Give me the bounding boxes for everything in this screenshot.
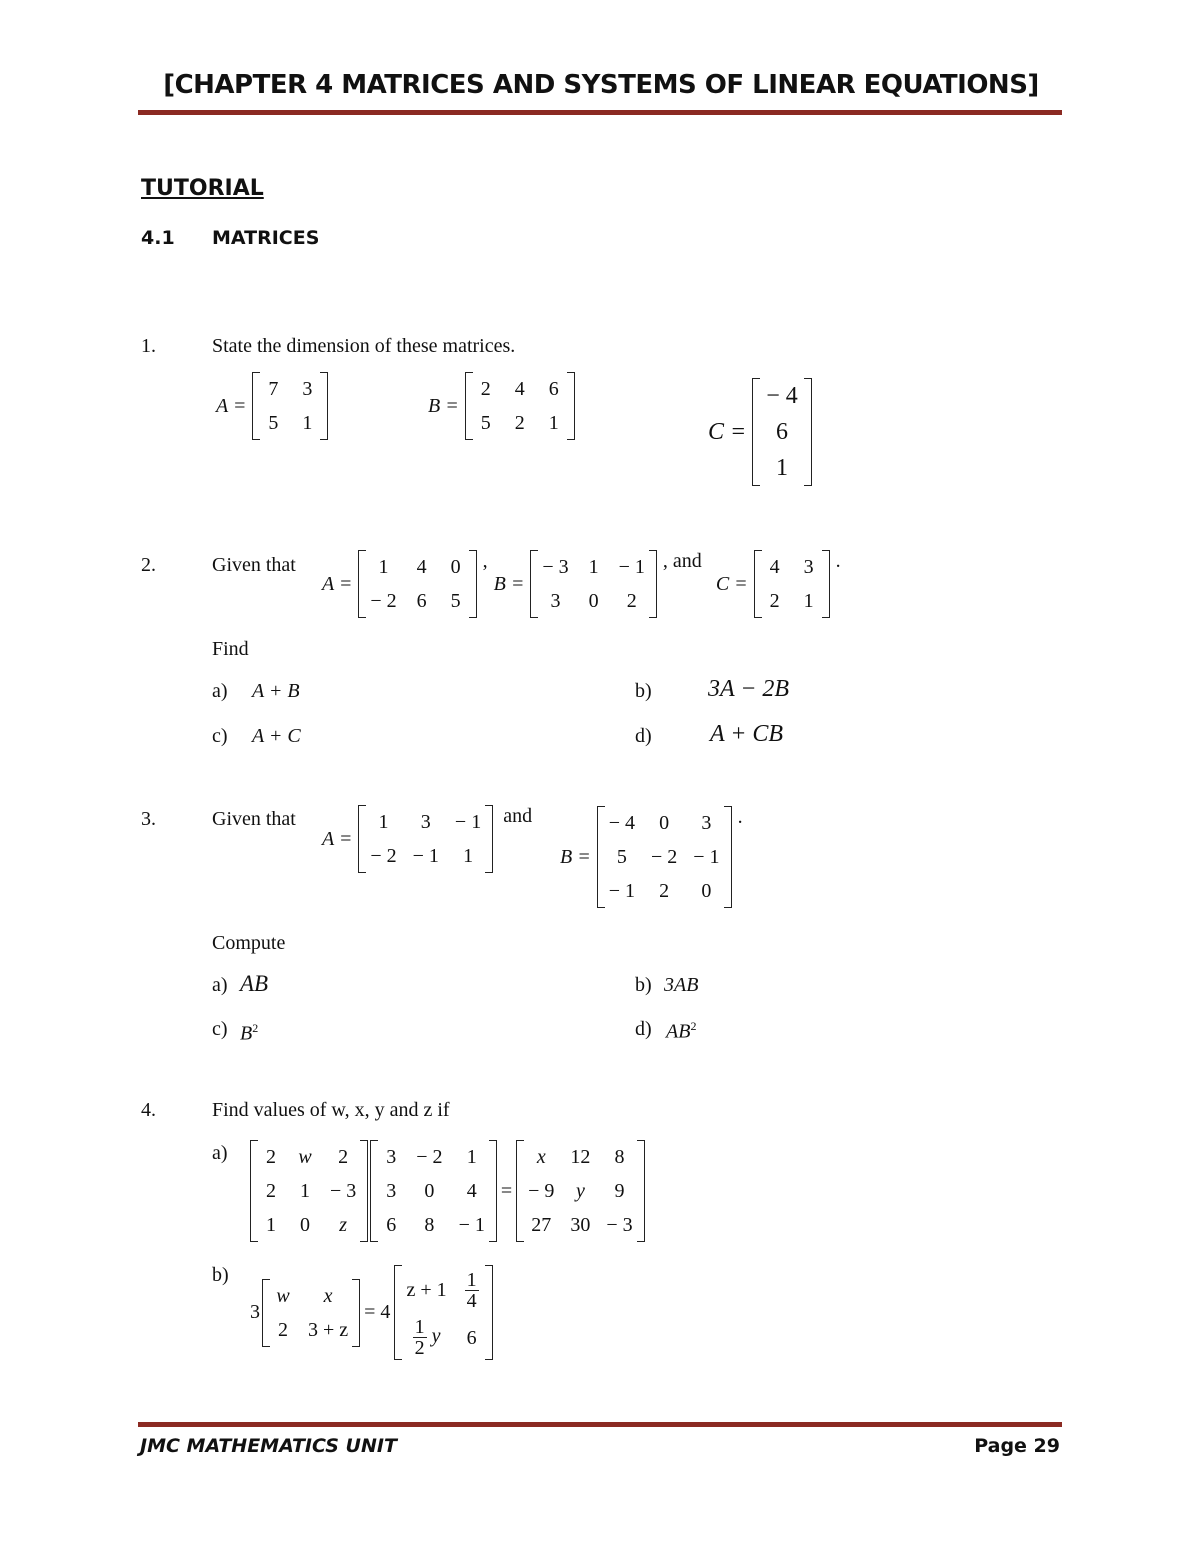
q3-part-a-expr: AB <box>240 971 269 996</box>
matrix-cell: 3 <box>420 811 431 833</box>
matrix-cell: 3 <box>386 1180 397 1202</box>
expr-exponent: 2 <box>252 1021 259 1035</box>
matrix-cell: 0 <box>701 880 712 902</box>
matrix-cell: 1 <box>463 845 474 867</box>
matrix-cell: 2 <box>480 378 491 400</box>
matrix-cell: − 1 <box>458 1214 485 1236</box>
matrix-cell: 1 <box>803 590 814 612</box>
matrix-cell: 4 <box>466 1180 477 1202</box>
matrix-cell: − 9 <box>528 1180 555 1202</box>
matrix <box>465 372 575 440</box>
q3-part-a-label: a) <box>212 974 228 996</box>
q2-c-label: C = <box>715 572 748 595</box>
matrix-cell: 1 <box>588 556 599 578</box>
q1-b-label: B = <box>428 394 459 417</box>
q2-part-c-label: c) <box>212 725 228 747</box>
matrix-cell: 1 <box>548 412 559 434</box>
matrix-cell: − 2 <box>651 846 678 868</box>
matrix <box>358 550 476 618</box>
matrix-cell: 2 <box>514 412 525 434</box>
matrix-cell: − 4 <box>766 383 798 409</box>
matrix-cell: − 2 <box>416 1146 443 1168</box>
matrix-cell: 0 <box>659 812 670 834</box>
matrix <box>250 1140 368 1242</box>
matrix <box>262 1279 360 1347</box>
q3-compute: Compute <box>212 932 286 954</box>
q4-text: Find values of w, x, y and z if <box>212 1099 450 1121</box>
section-title: MATRICES <box>212 227 320 249</box>
q1-matrix-c <box>708 378 812 486</box>
matrix-cell: 3 <box>550 590 561 612</box>
matrix-cell: 9 <box>614 1180 625 1202</box>
fraction <box>465 1270 479 1311</box>
q1-c-label: C = <box>708 418 747 445</box>
matrix-cell: 6 <box>775 419 788 445</box>
matrix-cell: 0 <box>450 556 461 578</box>
matrix-cell: 1 <box>775 455 788 481</box>
expr-base: B <box>240 1022 253 1045</box>
matrix-cell <box>455 1265 489 1315</box>
q3-part-d-label: d) <box>635 1018 652 1040</box>
matrix-cell: − 1 <box>608 880 635 902</box>
q2-part-d-label: d) <box>635 725 652 747</box>
matrix <box>597 806 732 908</box>
matrix <box>358 805 493 873</box>
expr-base: AB <box>666 1020 691 1043</box>
period: . <box>835 550 841 572</box>
matrix-cell: 6 <box>386 1214 397 1236</box>
matrix <box>516 1140 645 1242</box>
q1-a-label: A = <box>216 394 247 417</box>
footer-unit: JMC MATHEMATICS UNIT <box>140 1435 397 1457</box>
matrix-cell: 2 <box>769 590 780 612</box>
matrix-cell: 1 <box>378 556 389 578</box>
period: . <box>737 806 743 828</box>
matrix-cell: x <box>536 1146 546 1168</box>
fraction-numerator: 1 <box>414 1316 425 1338</box>
matrix-cell: 27 <box>531 1214 552 1236</box>
fraction-numerator: 1 <box>466 1268 477 1291</box>
matrix <box>252 372 328 440</box>
q3-given: Given that <box>212 808 296 830</box>
comma: , <box>482 550 488 572</box>
matrix-cell: 6 <box>466 1326 477 1349</box>
chapter-header: [CHAPTER 4 MATRICES AND SYSTEMS OF LINEAR EQUATIONS] <box>163 70 1039 100</box>
and-text: and <box>503 805 533 827</box>
q2-a-label: A = <box>322 572 353 595</box>
q2-part-b-label: b) <box>635 680 652 702</box>
q3-matrix-a <box>322 805 532 873</box>
page-number: Page 29 <box>974 1435 1060 1457</box>
q2-part-a-expr: A + B <box>252 680 300 702</box>
q4a-equation <box>250 1140 645 1242</box>
section-number: 4.1 <box>141 227 175 249</box>
matrix-cell: − 3 <box>606 1214 633 1236</box>
matrix-cell: 8 <box>614 1146 625 1168</box>
matrix-cell: 3 <box>701 812 712 834</box>
footer-rule <box>138 1422 1062 1427</box>
and-text: , and <box>662 550 702 572</box>
matrix-cell: − 1 <box>412 845 439 867</box>
equals-scalar: = 4 <box>364 1301 391 1323</box>
matrix-cell: 1 <box>302 412 313 434</box>
matrix-cell: 0 <box>300 1214 310 1236</box>
q2-number: 2. <box>141 554 156 576</box>
matrix-cell: w <box>298 1146 312 1168</box>
matrix-cell: 2 <box>266 1146 276 1168</box>
matrix-cell: 2 <box>659 880 670 902</box>
matrix-cell: − 2 <box>370 590 397 612</box>
matrix-cell: 0 <box>588 590 599 612</box>
matrix-cell: 4 <box>769 556 780 578</box>
matrix-cell: 30 <box>570 1214 591 1236</box>
q3-number: 3. <box>141 808 156 830</box>
q2-find: Find <box>212 638 249 660</box>
q1-number: 1. <box>141 335 156 357</box>
q2-matrices <box>322 550 841 618</box>
q3-a-label: A = <box>322 827 353 850</box>
matrix-cell: 3 <box>386 1146 397 1168</box>
matrix-cell: 5 <box>480 412 491 434</box>
matrix-cell: 1 <box>378 811 389 833</box>
matrix-cell: − 2 <box>370 845 397 867</box>
matrix-cell: 1 <box>300 1180 310 1202</box>
matrix-cell: − 3 <box>542 556 569 578</box>
q1-matrix-a <box>216 372 328 440</box>
q4b-equation <box>250 1265 493 1360</box>
matrix-cell: 1 <box>266 1214 276 1236</box>
matrix-cell: 3 + z <box>308 1318 349 1341</box>
q2-part-a-label: a) <box>212 680 228 702</box>
q2-part-c-expr: A + C <box>252 725 301 747</box>
q3-part-c-expr <box>240 1021 258 1046</box>
tutorial-heading: TUTORIAL <box>141 176 264 201</box>
matrix <box>394 1265 492 1360</box>
q4-part-a-label: a) <box>212 1142 228 1164</box>
matrix-cell: y <box>575 1180 585 1202</box>
matrix <box>370 1140 497 1242</box>
fraction-denominator: 2 <box>414 1337 425 1359</box>
matrix-cell: 8 <box>424 1214 435 1236</box>
matrix-cell: 1 <box>466 1146 477 1168</box>
q4-part-b-label: b) <box>212 1264 229 1286</box>
matrix-cell: 12 <box>570 1146 591 1168</box>
matrix-cell: 2 <box>266 1180 276 1202</box>
matrix-cell: 6 <box>548 378 559 400</box>
matrix-cell: − 3 <box>330 1180 357 1202</box>
q2-b-label: B = <box>493 572 525 595</box>
q3-part-b-label: b) <box>635 974 652 996</box>
q3-part-b-expr: 3AB <box>664 974 699 996</box>
matrix-cell: 5 <box>268 412 279 434</box>
matrix <box>752 378 812 486</box>
q3-matrix-b <box>560 806 743 908</box>
matrix-cell: 2 <box>338 1146 349 1168</box>
matrix-cell: 3 <box>302 378 313 400</box>
q3-b-label: B = <box>560 845 591 868</box>
fraction-denominator: 4 <box>466 1289 477 1312</box>
matrix-cell: z + 1 <box>406 1279 447 1301</box>
header-rule <box>138 110 1062 115</box>
equals-sign: = <box>500 1179 513 1202</box>
matrix-cell: − 1 <box>693 846 720 868</box>
expr-exponent: 2 <box>690 1019 697 1033</box>
matrix-cell: x <box>323 1284 333 1307</box>
matrix-cell <box>398 1315 454 1360</box>
q1-text: State the dimension of these matrices. <box>212 335 516 357</box>
q2-part-b-expr: 3A − 2B <box>708 676 790 702</box>
matrix-cell: 4 <box>416 556 427 578</box>
q4-number: 4. <box>141 1099 156 1121</box>
q1-matrix-b <box>428 372 575 440</box>
matrix-cell: 5 <box>450 590 461 612</box>
q3-part-d-expr <box>666 1019 696 1044</box>
matrix-cell: − 4 <box>608 812 635 834</box>
variable: y <box>431 1325 441 1348</box>
matrix-cell: 7 <box>268 378 279 400</box>
matrix-cell: z <box>339 1214 348 1236</box>
scalar: 3 <box>250 1301 260 1323</box>
matrix-cell: 6 <box>416 590 427 612</box>
q2-part-d-expr: A + CB <box>710 721 784 747</box>
matrix <box>530 550 657 618</box>
matrix-cell: 4 <box>514 378 525 400</box>
matrix-cell: − 1 <box>618 556 645 578</box>
matrix-cell: 2 <box>278 1318 288 1341</box>
matrix-cell: w <box>276 1284 290 1307</box>
matrix-cell: 2 <box>626 590 637 612</box>
fraction <box>413 1317 427 1358</box>
matrix-cell: 5 <box>616 846 627 868</box>
matrix-cell: 0 <box>424 1180 435 1202</box>
matrix-cell: 3 <box>803 556 814 578</box>
q3-part-c-label: c) <box>212 1018 228 1040</box>
matrix <box>754 550 830 618</box>
q2-given: Given that <box>212 554 296 576</box>
matrix-cell: − 1 <box>454 811 482 833</box>
